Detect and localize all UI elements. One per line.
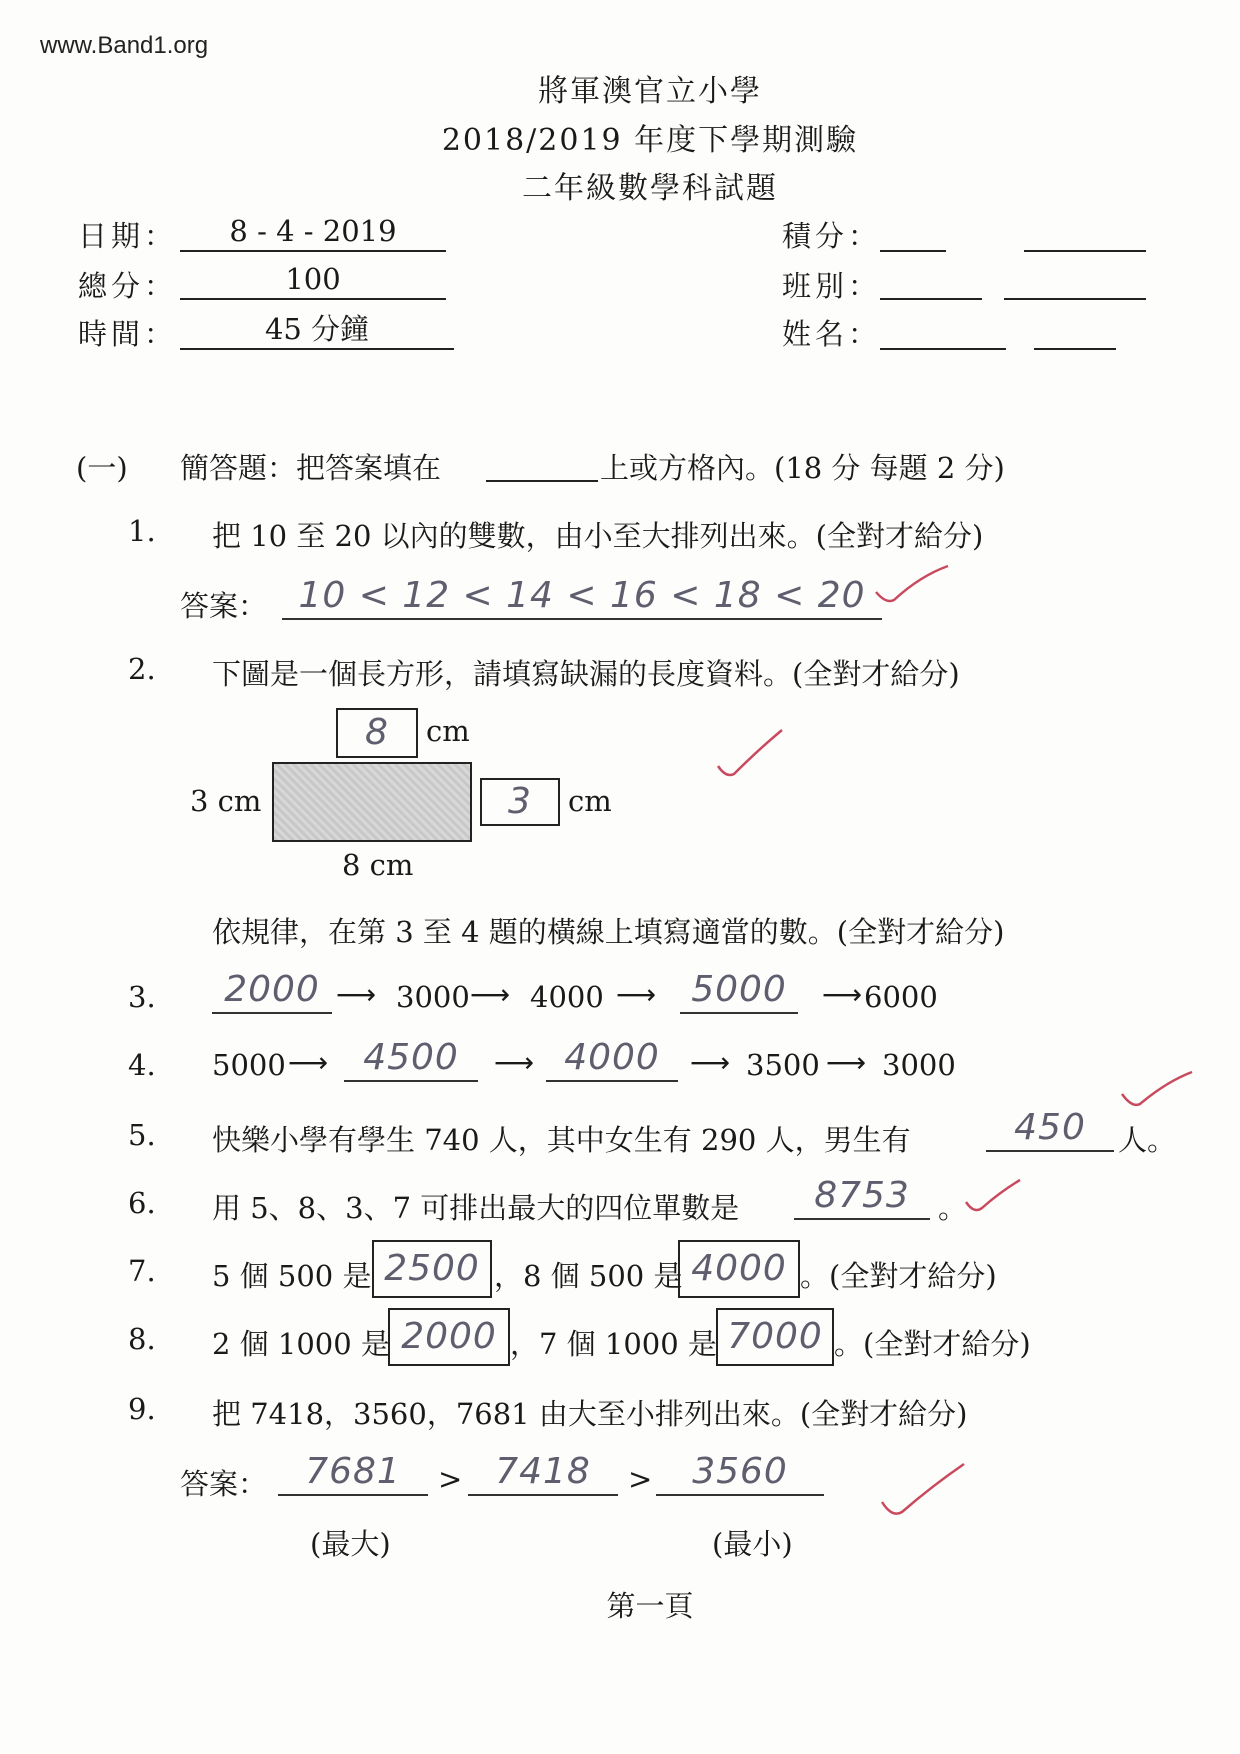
name-line-2 <box>1034 310 1116 350</box>
total-value: 100 <box>180 260 446 300</box>
class-label: 班別： <box>782 269 882 303</box>
q6-tick-icon <box>962 1176 1024 1216</box>
school-name: 將軍澳官立小學 <box>538 74 762 109</box>
q7-answer-box-2: 4000 <box>678 1240 800 1298</box>
q2-bottom-label: 8 cm <box>342 848 414 882</box>
name-label: 姓名： <box>782 317 882 351</box>
class-line-2 <box>1004 260 1146 300</box>
q3-blank-1: 2000 <box>212 968 332 1014</box>
q1-answer-label: 答案： <box>180 589 268 623</box>
q2-right-box: 3 <box>480 778 560 826</box>
q6-text-b: 。 <box>938 1191 968 1225</box>
q4-arrow-3: ⟶ <box>690 1046 731 1079</box>
q9-answer-label: 答案： <box>180 1467 268 1501</box>
q3-number: 3. <box>128 980 156 1014</box>
q2-top-unit: cm <box>426 714 470 748</box>
q2-number: 2. <box>128 652 156 686</box>
q9-answer-1: 7681 <box>278 1450 428 1496</box>
q4-value-4: 3500 <box>746 1048 820 1082</box>
date-label: 日期： <box>78 219 178 253</box>
section-instruction-a: 簡答題：把答案填在 <box>180 451 442 485</box>
q8-answer-box-1: 2000 <box>388 1308 510 1366</box>
q3-arrow-4: ⟶ <box>822 978 863 1011</box>
q4-value-5: 3000 <box>882 1048 956 1082</box>
q2-tick-icon <box>714 726 786 780</box>
q2-right-unit: cm <box>568 784 612 818</box>
q9-number: 9. <box>128 1392 156 1426</box>
q1-text: 把 10 至 20 以內的雙數，由小至大排列出來。(全對才給分) <box>212 519 984 553</box>
date-value: 8 - 4 - 2019 <box>180 212 446 252</box>
watermark: www.Band1.org <box>40 32 209 59</box>
class-line-1 <box>880 260 982 300</box>
q7-text-b: ，8 個 500 是 <box>494 1259 683 1293</box>
q8-number: 8. <box>128 1322 156 1356</box>
q6-answer: 8753 <box>794 1174 930 1220</box>
q9-text: 把 7418，3560，7681 由大至小排列出來。(全對才給分) <box>212 1397 968 1431</box>
q3-value-5: 6000 <box>864 980 938 1014</box>
q3-blank-4: 5000 <box>680 968 798 1014</box>
q34-instruction: 依規律，在第 3 至 4 題的橫線上填寫適當的數。(全對才給分) <box>212 915 1005 949</box>
q2-rectangle <box>272 762 472 842</box>
q3-value-3: 4000 <box>530 980 604 1014</box>
q1-tick-icon <box>872 562 952 606</box>
q5-text-a: 快樂小學有學生 740 人，其中女生有 290 人，男生有 <box>212 1123 911 1157</box>
q9-smallest-label: (最小) <box>712 1527 793 1561</box>
section-instruction-b: 上或方格內。(18 分 每題 2 分) <box>600 451 1005 485</box>
q4-number: 4. <box>128 1048 156 1082</box>
q7-text-c: 。(全對才給分) <box>800 1259 997 1293</box>
q8-text-b: ，7 個 1000 是 <box>510 1327 717 1361</box>
q3-arrow-3: ⟶ <box>616 978 657 1011</box>
q9-tick-icon <box>878 1460 968 1524</box>
score-line-1 <box>880 212 946 252</box>
q9-answer-2: 7418 <box>468 1450 618 1496</box>
q2-left-label: 3 cm <box>190 784 262 818</box>
q2-text: 下圖是一個長方形，請填寫缺漏的長度資料。(全對才給分) <box>212 657 960 691</box>
q3-arrow-1: ⟶ <box>336 978 377 1011</box>
total-label: 總分： <box>78 269 178 303</box>
q4-blank-3: 4000 <box>546 1036 678 1082</box>
q6-text-a: 用 5、8、3、7 可排出最大的四位單數是 <box>212 1191 740 1225</box>
page-number: 第一頁 <box>606 1589 694 1623</box>
time-value: 45 分鐘 <box>180 310 454 350</box>
q9-gt-1: > <box>438 1462 463 1496</box>
q4-tick-icon <box>1118 1068 1196 1112</box>
time-label: 時間： <box>78 317 178 351</box>
q1-number: 1. <box>128 514 156 548</box>
q4-value-1: 5000 <box>212 1048 286 1082</box>
q7-number: 7. <box>128 1254 156 1288</box>
q3-arrow-2: ⟶ <box>470 978 511 1011</box>
q4-arrow-2: ⟶ <box>494 1046 535 1079</box>
q4-blank-2: 4500 <box>344 1036 478 1082</box>
q5-text-b: 人。 <box>1118 1123 1177 1157</box>
term-title: 2018/2019 年度下學期測驗 <box>441 123 859 158</box>
q8-text-a: 2 個 1000 是 <box>212 1327 390 1361</box>
q5-answer: 450 <box>986 1106 1114 1152</box>
q4-arrow-4: ⟶ <box>826 1046 867 1079</box>
q3-value-2: 3000 <box>396 980 470 1014</box>
section-number: (一) <box>76 451 128 485</box>
q2-top-box: 8 <box>336 708 418 758</box>
q7-text-a: 5 個 500 是 <box>212 1259 372 1293</box>
q8-answer-box-2: 7000 <box>716 1308 834 1366</box>
score-label: 積分： <box>782 219 882 253</box>
q8-text-c: 。(全對才給分) <box>834 1327 1031 1361</box>
name-line-1 <box>880 310 1006 350</box>
q5-number: 5. <box>128 1118 156 1152</box>
q4-arrow-1: ⟶ <box>288 1046 329 1079</box>
score-line-2 <box>1024 212 1146 252</box>
q1-answer: 10 < 12 < 14 < 16 < 18 < 20 <box>282 574 882 620</box>
q9-largest-label: (最大) <box>310 1527 391 1561</box>
q7-answer-box-1: 2500 <box>372 1240 492 1298</box>
q9-answer-3: 3560 <box>656 1450 824 1496</box>
section-blank-line <box>486 480 598 482</box>
subject-title: 二年級數學科試題 <box>522 171 778 206</box>
q6-number: 6. <box>128 1186 156 1220</box>
q9-gt-2: > <box>628 1462 653 1496</box>
